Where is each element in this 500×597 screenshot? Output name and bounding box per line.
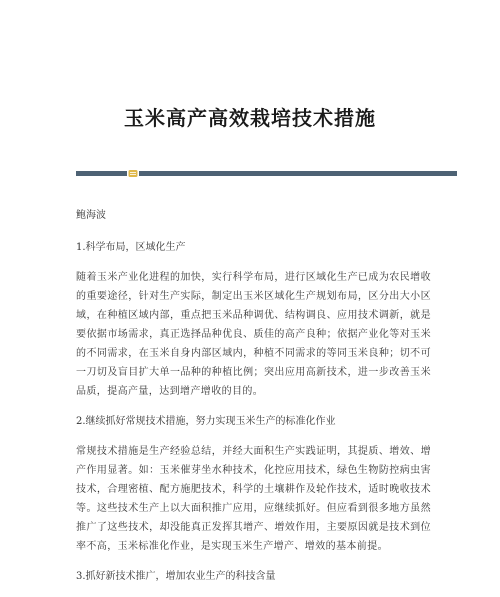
document-body <box>76 206 431 597</box>
section-heading: 2.继续抓好常规技术措施，努力实现玉米生产的标准化作业 <box>76 416 336 427</box>
bookmark-icon-graphic <box>128 169 138 178</box>
section-heading: 3.抓好新技术推广，增加农业生产的科技含量 <box>76 571 276 582</box>
section-paragraph: 随着玉米产业化进程的加快，实行科学布局，进行区域化生产已成为农民增收的重要途径，针对生产实际，制定出玉米区域化生产规划布局，区分出大小区域，在种植区域内部，重点把玉米品种调优、结构调良、应用技术调新，就是要依据市场需求，真正选择品种优良、质佳的高产良种；依据产业化等对玉米的不同需求，在玉米自身内部区域内，种植不同需求的等同玉米良种；切不可一刀切及盲目扩大单一品种的种植比例；突出应用高新技术，进一步改善玉米品质，提高产量，达到增产增收的目的。 <box>76 272 431 397</box>
document-title: 玉米高产高效栽培技术措施 <box>124 106 376 130</box>
section-paragraph: 常规技术措施是生产经验总结，并经大面积生产实践证明，其提质、增效、增产作用显著。如：玉米催芽坐水种技术，化控应用技术，绿色生物防控病虫害技术，合理密植、配方施肥技术，科学的土壤耕作及轮作技术，适时晚收技术等。这些技术生产上以大面积推广应用，应继续抓好。但应看到很多地方虽然推广了这些技术，却没能真正发挥其增产、增效作用，主要原因就是技术到位率不高，玉米标准化作业，是实现玉米生产增产、增效的基本前提。 <box>76 446 431 552</box>
author-name: 鲍海波 <box>76 210 106 221</box>
bookmark-icon <box>127 167 139 179</box>
section-heading: 1.科学布局，区域化生产 <box>76 242 186 253</box>
